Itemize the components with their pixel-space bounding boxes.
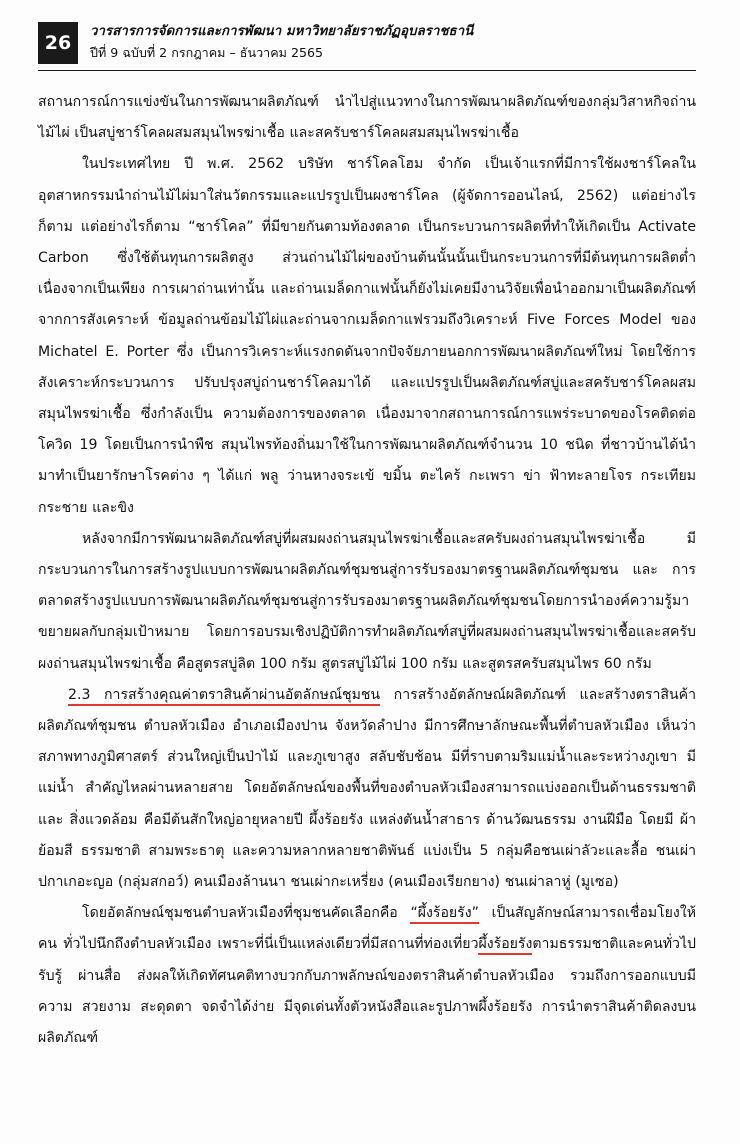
- paragraph-5-post: ตามธรรมชาติและคนทั่วไปรับรู้ ผ่านสื่อ ส่งผลให้เกิดทัศนคติทางบวกกับภาพลักษณ์ของตราสินค้าตำบลหัวเมือง รวมถึงการออกแบบมีความ สวยงาม สะดุดตา จดจำได้ง่าย มีจุดเด่นทั้งตัวหนังสือและรูปภาพผึ้งร้อยรัง การนำตราสินค้าติดลงบนผลิตภัณฑ์: [38, 936, 696, 1047]
- paragraph-4: [38, 680, 696, 898]
- journal-title: วารสารการจัดการและการพัฒนา มหาวิทยาลัยราชภัฏอุบลราชธานี: [90, 24, 474, 39]
- page-body: [0, 71, 740, 1054]
- header-text-block: [90, 20, 473, 63]
- paragraph-2: ในประเทศไทย ปี พ.ศ. 2562 บริษัท ชาร์โคลโฮม จำกัด เป็นเจ้าแรกที่มีการใช้ผงชาร์โคลใน อุตสาหกรรมนำถ่านไม้ไผ่มาใส่นวัตกรรมและแปรรูปเป็นผงชาร์โคล (ผู้จัดการออนไลน์, 2562) แต่อย่างไรก็ตาม แต่อย่างไรก็ตาม “ชาร์โคล” ที่มีขายกันตามท้องตลาด เป็นกระบวนการผลิตที่ทำให้เกิดเป็น Activate Carbon ซึ่งใช้ต้นทุนการผลิตสูง ส่วนถ่านไม้ไผ่ของบ้านต้นนั้นนั้นเป็นกระบวนการที่มีต้นทุนการผลิตต่ำ เนื่องจากเป็นเพียง การเผาถ่านเท่านั้น และถ่านเมล็ดกาแฟนั้นก็ยังไม่เคยมีงานวิจัยเพื่อนำออกมาเป็นผลิตภัณฑ์ จากการสังเคราะห์ ข้อมูลถ่านข้อมไม้ไผ่และถ่านจากเมล็ดกาแฟรวมถึงวิเคราะห์ Five Forces Model ของ Michatel E. Porter ซึ่ง เป็นการวิเคราะห์แรงกดดันจากปัจจัยภายนอกการพัฒนาผลิตภัณฑ์ใหม่ โดยใช้การสังเคราะห์กระบวนการ ปรับปรุงสบู่ถ่านชาร์โคลมาได้ และแปรรูปเป็นผลิตภัณฑ์สบู่และสครับชาร์โคลผสมสมุนไพรฆ่าเชื้อ ซึ่งกำลังเป็น ความต้องการของตลาด เนื่องมาจากสถานการณ์การแพร่ระบาดของโรคติดต่อโควิด 19 โดยเป็นการนำพืช สมุนไพรท้องถิ่นมาใช้ในการพัฒนาผลิตภัณฑ์จำนวน 10 ชนิด ที่ชาวบ้านได้นำมาทำเป็นยารักษาโรคต่าง ๆ ได้แก่ พลู ว่านหางจระเข้ ขมิ้น ตะไคร้ กะเพรา ข่า ฟ้าทะลายโจร กระเทียม กระชาย และขิง: [38, 156, 696, 516]
- paragraph-5-mid: เป็นสัญลักษณ์สามารถเชื่อมโยงให้คน ทั่วไปนึกถึงตำบลหัวเมือง เพราะที่นี่เป็นแหล่งเดียวที่มีสถานที่ท่องเที่ยว: [38, 905, 696, 953]
- paragraph-1: สถานการณ์การแข่งขันในการพัฒนาผลิตภัณฑ์ นำไปสู่แนวทางในการพัฒนาผลิตภัณฑ์ของกลุ่มวิสาหกิจถ่านไม้ไผ่ เป็นสบู่ชาร์โคลผสมสมุนไพรฆ่าเชื้อ และสครับชาร์โคลผสมสมุนไพรฆ่าเชื้อ: [38, 94, 696, 142]
- highlight-brand-name-2: ผึ้งร้อยรัง: [478, 936, 532, 955]
- journal-issue: ปีที่ 9 ฉบับที่ 2 กรกฎาคม – ธันวาคม 2565: [90, 44, 323, 60]
- page-header: [0, 0, 740, 64]
- paragraph-5-pre: โดยอัตลักษณ์ชุมชนตำบลหัวเมืองที่ชุมชนคัดเลือกคือ: [82, 905, 411, 922]
- page-number: 26: [38, 22, 78, 64]
- paragraph-4-text: การสร้างอัตลักษณ์ผลิตภัณฑ์ และสร้างตราสินค้า ผลิตภัณฑ์ชุมชน ตำบลหัวเมือง อำเภอเมืองปาน จังหวัดลำปาง มีการศึกษาลักษณะพื้นที่ตำบลหัวเมือง เห็นว่า สภาพทางภูมิศาสตร์ ส่วนใหญ่เป็นป่าไม้ และภูเขาสูง สลับชับช้อน มีที่ราบตามริมแม่น้ำและระหว่างภูเขา มีแม่น้ำ สำคัญไหลผ่านหลายสาย โดยอัตลักษณ์ของพื้นที่ของตำบลหัวเมืองสามารถแบ่งออกเป็นด้านธรรมชาติและ สิ่งแวดล้อม คือมีต้นสักใหญ่อายุหลายปี ผึ้งร้อยรัง แหล่งตันน้ำสาธาร ด้านวัฒนธรรม งานฝีมือ โดยมี ผ้าย้อมสี ธรรมชาติ สามพระธาตุ และความหลากหลายชาติพันธ์ แบ่งเป็น 5 กลุ่มคือชนเผ่าลัวะและลื้อ ชนเผ่าปกาเกอะญอ (กลุ่มสกอว์) คนเมืองล้านนา ชนเผ่ากะเหรี่ยง (คนเมืองเรียกยาง) ชนเผ่าลาหู่ (มูเซอ): [38, 686, 696, 891]
- section-heading-2-3: 2.3 การสร้างคุณค่าตราสินค้าผ่านอัตลักษณ์ชุมชน: [68, 687, 380, 706]
- paragraph-5: [38, 898, 696, 1054]
- highlight-brand-name: “ผึ้งร้อยรัง”: [410, 905, 479, 924]
- paragraph-3: หลังจากมีการพัฒนาผลิตภัณฑ์สบู่ที่ผสมผงถ่านสมุนไพรฆ่าเชื้อและสครับผงถ่านสมุนไพรฆ่าเชื้อ มีกระบวนการในการสร้างรูปแบบการพัฒนาผลิตภัณฑ์ชุมชนสู่การรับรองมาตรฐานผลิตภัณฑ์ชุมชน และ การตลาดสร้างรูปแบบการพัฒนาผลิตภัณฑ์ชุมชนสู่การรับรองมาตรฐานผลิตภัณฑ์ชุมชนโดยการนำองค์ความรู้มา ขยายผลกับกลุ่มเป้าหมาย โดยการอบรมเชิงปฏิบัติการทำผลิตภัณฑ์สบู่ที่ผสมผงถ่านสมุนไพรฆ่าเชื้อและสครับ ผงถ่านสมุนไพรฆ่าเชื้อ คือสูตรสบู่ลิต 100 กรัม สูตรสบู่ไม้ไผ่ 100 กรัม และสูตรสครับสมุนไพร 60 กรัม: [38, 530, 696, 672]
